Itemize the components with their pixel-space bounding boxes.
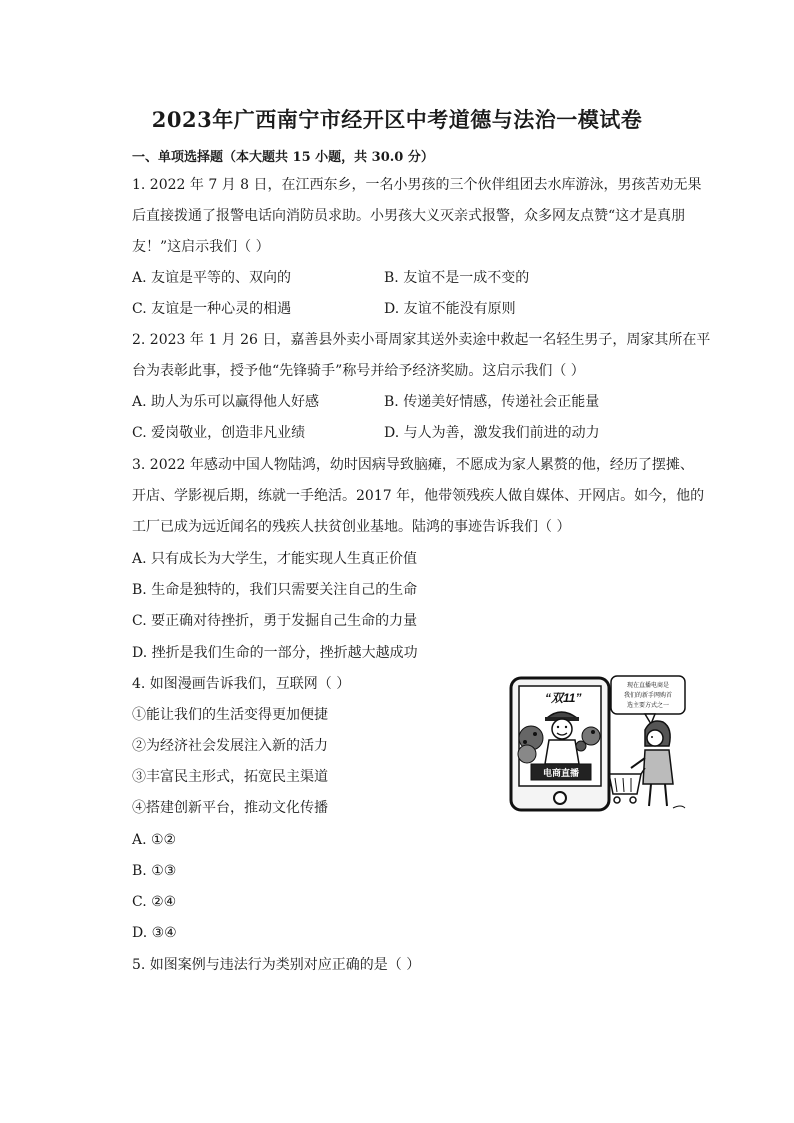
question-1-option-b: B. 友谊不是一成不变的 (384, 270, 530, 286)
exam-title: 2023年广西南宁市经开区中考道德与法治一模试卷 (151, 107, 643, 132)
question-3-option-c: C. 要正确对待挫折，勇于发掘自己生命的力量 (132, 613, 418, 629)
speech-line-2: 我们的新手网购首 (623, 692, 673, 699)
seller-eye (557, 726, 559, 728)
question-5-line-1: 5. 如图案例与违法行为类别对应正确的是（ ） (132, 957, 421, 973)
customer-face (647, 730, 663, 746)
question-2-line-1: 2. 2023 年 1 月 26 日，嘉善县外卖小哥周家其送外卖途中救起一名轻生男子，周家其所在平 (132, 332, 711, 348)
question-3-line-3: 工厂已成为远近闻名的残疾人扶贫创业基地。陆鸿的事迹告诉我们（ ） (132, 519, 571, 535)
fruit-dot (533, 732, 537, 736)
customer-eye (651, 736, 653, 738)
seller-body (545, 740, 579, 764)
phone-home-button (554, 792, 566, 804)
question-4-option-a: A. ①② (132, 832, 177, 848)
held-apple (576, 741, 586, 751)
speech-line-1: 现在直播电商是 (626, 682, 670, 689)
question-4-statement-1: ①能让我们的生活变得更加便捷 (132, 707, 328, 723)
question-1-option-d: D. 友谊不能没有原则 (384, 301, 516, 317)
customer-arm (631, 758, 645, 768)
question-4-line-1: 4. 如图漫画告诉我们，互联网（ ） (132, 676, 351, 692)
question-1-line-1: 1. 2022 年 7 月 8 日，在江西东乡，一名小男孩的三个伙伴组团去水库游泳，男孩苦劝无果 (132, 177, 702, 193)
seller-face (552, 719, 572, 739)
fruit-pile-left-lower (518, 745, 536, 763)
question-1-option-c: C. 友谊是一种心灵的相遇 (132, 301, 292, 317)
question-2-line-2: 台为表彰此事，授予他“先锋骑手”称号并给予经济奖励。这启示我们（ ） (132, 363, 585, 379)
question-1-option-a: A. 友谊是平等的、双向的 (132, 270, 292, 286)
question-3-option-a: A. 只有成长为大学生，才能实现人生真正价值 (132, 551, 418, 567)
question-2-option-d: D. 与人为善，激发我们前进的动力 (384, 425, 600, 441)
cart-grid (615, 778, 617, 792)
question-3-line-2: 开店、学影视后期，练就一手绝活。2017 年，他带领残疾人做自媒体、开网店。如今，他的 (132, 488, 705, 504)
question-1-line-2: 后直接拨通了报警电话向消防员求助。小男孩大义灭亲式报警，众多网友点赞“这才是真朋 (132, 208, 686, 224)
question-3-option-d: D. 挫折是我们生命的一部分，挫折越大越成功 (132, 645, 418, 661)
cart-wheel (614, 797, 620, 803)
shopping-cart (609, 774, 641, 794)
fruit-dot (591, 730, 595, 734)
question-4-option-d: D. ③④ (132, 925, 177, 941)
cart-wheel (630, 797, 636, 803)
artist-signature (673, 806, 685, 808)
double-11-banner: “双11” (545, 691, 582, 705)
customer-body (643, 750, 673, 784)
question-3-option-b: B. 生命是独特的，我们只需要关注自己的生命 (132, 582, 418, 598)
cart-grid (623, 778, 624, 792)
question-4-statement-3: ③丰富民主形式，拓宽民主渠道 (132, 769, 328, 785)
livestream-shopping-cartoon (505, 672, 690, 814)
question-1-line-3: 友！”这启示我们（ ） (132, 239, 270, 255)
speech-line-3: 选主要方式之一 (626, 702, 670, 709)
question-4-statement-2: ②为经济社会发展注入新的活力 (132, 738, 328, 754)
customer-leg (649, 784, 651, 806)
section-heading: 一、单项选择题（本大题共 15 小题，共 30.0 分） (132, 150, 434, 165)
question-2-option-c: C. 爱岗敬业，创造非凡业绩 (132, 425, 306, 441)
question-2-option-b: B. 传递美好情感，传递社会正能量 (384, 394, 600, 410)
fruit-dot (523, 740, 527, 744)
question-2-option-a: A. 助人为乐可以赢得他人好感 (132, 394, 320, 410)
question-4-option-b: B. ①③ (132, 863, 177, 879)
question-4-option-c: C. ②④ (132, 894, 177, 910)
seller-eye (565, 726, 567, 728)
question-4-statement-4: ④搭建创新平台，推动文化传播 (132, 800, 328, 816)
shop-sign-text: 电商直播 (542, 769, 580, 779)
question-3-line-1: 3. 2022 年感动中国人物陆鸿，幼时因病导致脑瘫，不愿成为家人累赘的他，经历了摆摊、 (132, 457, 694, 473)
customer-leg (665, 784, 667, 806)
